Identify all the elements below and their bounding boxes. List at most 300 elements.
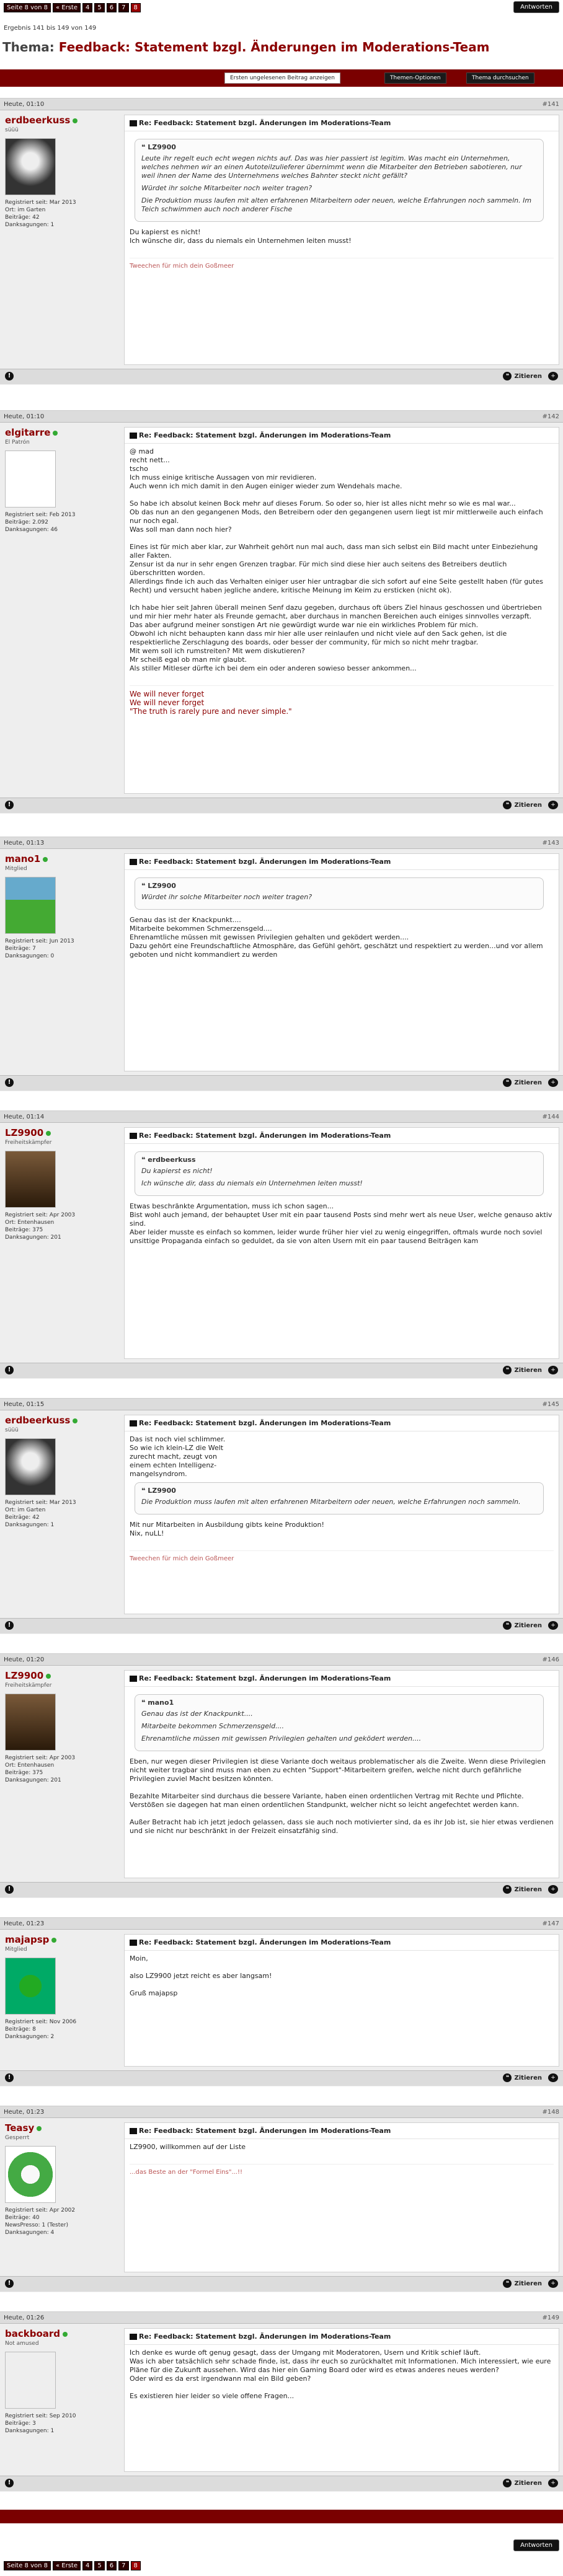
post-text-line: Mit nur Mitarbeiten in Ausbildung gibts keine Produktion! <box>130 1521 324 1529</box>
post-permalink[interactable]: #149 <box>542 2314 559 2321</box>
post <box>0 1110 563 1379</box>
post-text-line: Außer Betracht hab ich jetzt jedoch gelassen, dass sie auch noch motivierter sind, da es ihr Job ist, sie hier etwas verdienen und sie nicht nur beschränkt in der Freizeit einsatzfähig sind. <box>130 1818 554 1835</box>
pagination-top <box>4 2 141 12</box>
quote-block <box>135 1694 544 1751</box>
pagination-bottom <box>4 2561 141 2570</box>
post-footer <box>0 1618 563 1633</box>
avatar[interactable] <box>5 1151 56 1208</box>
quote-line: Würdet ihr solche Mitarbeiter noch weiter tragen? <box>141 184 313 192</box>
signature <box>130 2164 554 2177</box>
signature-line: ...das Beste an der "Formel Eins"...!! <box>130 2169 243 2176</box>
user-stat: Registriert seit: Apr 2002 <box>5 2207 76 2213</box>
quote-button[interactable] <box>503 1078 542 1087</box>
user-stat: Danksagungen: 46 <box>5 527 58 533</box>
post-text-line: Ich habe hier seit Jahren überall meinen Senf dazu gegeben, durchaus oft übers Ziel hinaus geschossen und übertrieben und mir hier mehr hater als Freunde gemacht, aber durchaus in manchen Bereichen auch einiges sinnvolles verzapft. <box>130 604 542 620</box>
quote-author[interactable]: mano1 <box>148 1699 174 1707</box>
pagination-label: Seite 8 von 8 <box>4 2561 51 2570</box>
post-text-line: tscho <box>130 465 148 473</box>
post-text-line: Das ist noch viel schlimmer. <box>130 1435 226 1443</box>
user-stats <box>5 2207 123 2236</box>
post-footer <box>0 369 563 384</box>
user-info <box>5 2122 123 2236</box>
post-title <box>125 1935 559 1951</box>
post-text-line: Du kapierst es nicht! <box>130 228 201 236</box>
username-link[interactable] <box>5 427 123 438</box>
thread-search-button[interactable]: Thema durchsuchen <box>466 73 534 84</box>
post-title-text: Re: Feedback: Statement bzgl. Änderungen im Moderations-Team <box>139 431 391 439</box>
post <box>0 1917 563 2086</box>
post-icon <box>130 433 137 439</box>
quote-block <box>135 877 544 910</box>
multiquote-icon[interactable]: + <box>548 2279 558 2288</box>
quote-header <box>141 882 537 890</box>
pagination-page[interactable]: 5 <box>94 3 104 12</box>
username-link[interactable] <box>5 853 123 864</box>
user-stat: Danksagungen: 0 <box>5 953 55 959</box>
post-date: Heute, 01:15 <box>4 1400 45 1408</box>
user-stat: Beiträge: 8 <box>5 2026 36 2033</box>
quote-line: Genau das ist der Knackpunkt.... <box>141 1710 253 1718</box>
user-stat: Beiträge: 375 <box>5 1227 43 1233</box>
multiquote-icon[interactable]: + <box>548 372 558 380</box>
post-permalink[interactable]: #142 <box>542 413 559 420</box>
post-body <box>125 1951 559 2002</box>
avatar[interactable] <box>5 138 56 195</box>
pagination-page[interactable]: 5 <box>94 2561 104 2570</box>
user-rank: Mitglied <box>5 1946 27 1953</box>
quote-button[interactable] <box>503 1366 542 1374</box>
username: majapsp <box>5 1934 50 1945</box>
user-stats <box>5 1211 123 1241</box>
pagination-page[interactable]: 6 <box>107 3 117 12</box>
pagination-page[interactable]: 6 <box>107 2561 117 2570</box>
report-icon[interactable]: ! <box>5 1621 14 1630</box>
post-body <box>125 1144 559 1249</box>
username: erdbeerkuss <box>5 1415 71 1426</box>
post <box>0 410 563 814</box>
quote-button[interactable] <box>503 2479 542 2487</box>
user-stat: NewsPresso: 1 (Tester) <box>5 2222 68 2228</box>
quote-header <box>141 1156 537 1164</box>
post-header <box>0 837 563 849</box>
post-header <box>0 1399 563 1410</box>
quote-button-label: Zitieren <box>514 2074 542 2081</box>
post-text-line: mangelsyndrom. <box>130 1470 187 1478</box>
post-text-line: So wie ich klein-LZ die Welt <box>130 1444 224 1452</box>
pagination-page[interactable]: 7 <box>118 3 128 12</box>
post-text-line <box>130 595 554 604</box>
post-title <box>125 428 559 444</box>
post-footer <box>0 1363 563 1378</box>
post <box>0 98 563 385</box>
username: backboard <box>5 2328 61 2339</box>
pagination-first[interactable]: « Erste <box>53 2561 81 2570</box>
post-text-line: zurecht macht, zeugt von <box>130 1453 217 1461</box>
user-rank: Mitglied <box>5 866 27 872</box>
post-icon <box>130 1133 137 1139</box>
username-link[interactable] <box>5 1670 123 1681</box>
quote-header <box>141 143 537 152</box>
pagination-page[interactable]: 4 <box>82 2561 92 2570</box>
post-text-line: Ich wünsche dir, dass du niemals ein Unternehmen leiten musst! <box>130 237 352 245</box>
pagination-page-current[interactable]: 8 <box>131 3 141 12</box>
avatar[interactable] <box>5 1694 56 1751</box>
post-permalink[interactable]: #141 <box>542 100 559 108</box>
answer-button-bottom[interactable] <box>513 2539 559 2551</box>
report-icon[interactable]: ! <box>5 1885 14 1894</box>
post-date: Heute, 01:10 <box>4 413 45 420</box>
post-date: Heute, 01:10 <box>4 100 45 108</box>
signature <box>130 258 554 271</box>
username: LZ9900 <box>5 1670 44 1681</box>
post-title <box>125 115 559 131</box>
post-title-text: Re: Feedback: Statement bzgl. Änderungen im Moderations-Team <box>139 1938 391 1946</box>
report-icon[interactable]: ! <box>5 2279 14 2288</box>
post-content <box>124 427 559 794</box>
quote-button-icon: ❝ <box>503 801 512 809</box>
post-body <box>125 1687 559 1839</box>
user-stat: Registriert seit: Apr 2003 <box>5 1755 76 1761</box>
post-footer <box>0 1075 563 1091</box>
user-stat: Ort: im Garten <box>5 207 46 213</box>
quote-line: Ehrenamtliche müssen mit gewissen Privilegien gehalten und geködert werden.... <box>141 1734 422 1743</box>
quote-line: Die Produktion muss laufen mit alten erfahrenen Mitarbeitern oder neuen, welche Erfahrungen noch sammeln. Im Teich schwimmen auch noch anderer Fische <box>141 196 532 213</box>
user-info <box>5 1127 123 1241</box>
answer-label: Antworten <box>520 2542 552 2549</box>
username-link[interactable] <box>5 2122 123 2134</box>
user-rank: Not amused <box>5 2341 39 2347</box>
online-status-icon <box>63 2332 68 2337</box>
post-text-line: Mit wem soll ich rumstreiten? Mit wem diskutieren? <box>130 647 305 655</box>
user-stat: Registriert seit: Feb 2013 <box>5 512 76 518</box>
pagination-page[interactable]: 4 <box>82 3 92 12</box>
quote-author[interactable]: LZ9900 <box>148 1487 176 1495</box>
user-stat: Danksagungen: 1 <box>5 222 55 228</box>
post-icon <box>130 2128 137 2134</box>
report-icon[interactable]: ! <box>5 1366 14 1374</box>
post-content <box>124 2328 559 2472</box>
user-rank: Freiheitskämpfer <box>5 1140 52 1146</box>
post-text-line: Eines ist für mich aber klar, zur Wahrheit gehört nun mal auch, dass man sich selbst ein Bild macht unter Einbeziehung aller Fakten. <box>130 543 538 560</box>
post-text-line: Es existieren hier leider so viele offene Fragen... <box>130 2392 295 2400</box>
post-text-line: Was ich aber tatsächlich sehr schade finde, ist, dass ihr euch so zurückhaltet mit Informationen. Mich interessiert, wie eure Pläne für die Zukunft aussehen. Wird das hier ein Gaming Board oder wird es etwas anderes neues werden? <box>130 2357 551 2374</box>
post-header <box>0 411 563 423</box>
quote-button-label: Zitieren <box>514 2280 542 2287</box>
user-stats <box>5 199 123 229</box>
username: LZ9900 <box>5 1127 44 1138</box>
post-text-line: @ mad <box>130 447 154 455</box>
answer-label: Antworten <box>520 4 552 11</box>
post-date: Heute, 01:26 <box>4 2314 45 2321</box>
username: Teasy <box>5 2122 35 2134</box>
user-info <box>5 2328 123 2435</box>
pagination-label: Seite 8 von 8 <box>4 3 51 12</box>
post <box>0 837 563 1091</box>
post-footer <box>0 2070 563 2086</box>
avatar[interactable] <box>5 1958 56 2015</box>
multiquote-icon[interactable]: + <box>548 2479 558 2487</box>
avatar[interactable] <box>5 2146 56 2203</box>
quote-block <box>135 139 544 222</box>
signature <box>130 1550 554 1563</box>
post-text-line: Das aber aufgrund meiner sonstigen Art nie gewürdigt wurde war nie ein wirkliches Problem für mich. <box>130 621 479 629</box>
signature-line: We will never forget <box>130 698 205 707</box>
quote-line: Die Produktion muss laufen mit alten erfahrenen Mitarbeitern oder neuen, welche Erfahrungen noch sammeln. <box>141 1498 521 1506</box>
multiquote-icon[interactable]: + <box>548 1078 558 1087</box>
report-icon[interactable]: ! <box>5 1078 14 1087</box>
online-status-icon <box>46 1674 51 1679</box>
post-title-text: Re: Feedback: Statement bzgl. Änderungen im Moderations-Team <box>139 1132 391 1140</box>
post-text-line: Zensur ist da nur in sehr engen Grenzen tragbar. Für mich sind diese hier auch seitens des Betreibers deutlich überschritten worden. <box>130 560 507 577</box>
post-text-line: also LZ9900 jetzt reicht es aber langsam! <box>130 1972 272 1980</box>
user-stats <box>5 511 123 534</box>
username-link[interactable] <box>5 115 123 126</box>
multiquote-icon[interactable]: + <box>548 1621 558 1630</box>
quote-button[interactable] <box>503 801 542 809</box>
user-stat: Beiträge: 2.092 <box>5 519 48 525</box>
quote-icon: ❝ <box>141 1699 148 1707</box>
quote-line: Mitarbeite bekommen Schmerzensgeld.... <box>141 1722 285 1730</box>
post <box>0 1653 563 1898</box>
results-text: Ergebnis 141 bis 149 von 149 <box>4 25 97 32</box>
signature <box>130 685 554 716</box>
post-header <box>0 2106 563 2118</box>
quote-author[interactable]: erdbeerkuss <box>148 1156 196 1164</box>
online-status-icon <box>46 1131 51 1136</box>
thread-prefix: Thema: <box>2 40 55 55</box>
online-status-icon <box>73 1418 78 1423</box>
post-title <box>125 1415 559 1431</box>
post-text-line: Allerdings finde ich auch das Verhalten einiger user hier untragbar die sich sofort auf eine Seite gestellt haben (für gutes Recht) und versucht haben jegliche andere, kritische Meinung im Keim zu ersticken (nicht ok). <box>130 578 543 594</box>
post-body <box>125 870 559 963</box>
first-unread-button[interactable]: Ersten ungelesenen Beitrag anzeigen <box>224 73 340 84</box>
quote-line: Leute ihr regelt euch echt wegen nichts auf. Das was hier passiert ist legitim. Was macht ein Unternehmen, welches nehmen wir an einen Autoteilzulieferer übernimmt wenn die Mitarbeiter den Betrieben sabotieren, nur weil ihnen der Name des Unternehmens welches Bahnter steckt nicht gefällt? <box>141 154 522 180</box>
post-header <box>0 1918 563 1930</box>
answer-button-top[interactable] <box>513 1 559 13</box>
username: mano1 <box>5 853 41 864</box>
post-body <box>125 2345 559 2404</box>
post-header <box>0 1111 563 1123</box>
post-permalink[interactable]: #144 <box>542 1113 559 1120</box>
post-permalink[interactable]: #148 <box>542 2108 559 2116</box>
online-status-icon <box>43 857 48 862</box>
user-stat: Ort: Entenhausen <box>5 1220 55 1226</box>
quote-button-label: Zitieren <box>514 1366 542 1374</box>
post-text-line: Als stiller Mitleser dürfte ich bei dem ein oder anderen sowieso besser ankommen... <box>130 664 417 672</box>
post-text-line: Ich denke es wurde oft genug gesagt, dass der Umgang mit Moderatoren, Usern und Kritik schief läuft. <box>130 2349 481 2357</box>
signature-line: "The truth is rarely pure and never simple." <box>130 707 292 716</box>
post-header <box>0 99 563 110</box>
post-footer <box>0 798 563 813</box>
post-header <box>0 2312 563 2324</box>
report-icon[interactable]: ! <box>5 372 14 380</box>
report-icon[interactable]: ! <box>5 2479 14 2487</box>
quote-button[interactable] <box>503 2279 542 2288</box>
user-rank: Freiheitskämpfer <box>5 1682 52 1689</box>
online-status-icon <box>73 118 78 123</box>
post-text-line: Etwas beschränkte Argumentation, muss ich schon sagen... <box>130 1202 334 1210</box>
user-stat: Danksagungen: 201 <box>5 1234 61 1241</box>
avatar[interactable] <box>5 877 56 934</box>
post-icon <box>130 1676 137 1682</box>
quote-author[interactable]: LZ9900 <box>148 882 176 890</box>
post-icon <box>130 859 137 865</box>
user-info <box>5 427 123 534</box>
quote-button-icon: ❝ <box>503 1078 512 1087</box>
post-text-line <box>130 534 554 543</box>
post-date: Heute, 01:23 <box>4 1920 45 1927</box>
post-permalink[interactable]: #145 <box>542 1400 559 1408</box>
pagination-first[interactable]: « Erste <box>53 3 81 12</box>
username-link[interactable] <box>5 1934 123 1945</box>
post-text-line: Gruß majapsp <box>130 1989 178 1997</box>
online-status-icon <box>37 2126 42 2131</box>
user-stat: Registriert seit: Sep 2010 <box>5 2413 76 2419</box>
post-title-text: Re: Feedback: Statement bzgl. Änderungen im Moderations-Team <box>139 858 391 866</box>
username: elgitarre <box>5 427 51 438</box>
user-stat: Beiträge: 40 <box>5 2215 40 2221</box>
online-status-icon <box>51 1938 56 1943</box>
signature-line: Tweechen für mich dein Goßmeer <box>130 263 234 270</box>
quote-block <box>135 1151 544 1196</box>
quote-icon: ❝ <box>141 143 148 151</box>
quote-button[interactable] <box>503 1621 542 1630</box>
post-title <box>125 2123 559 2139</box>
avatar[interactable] <box>5 451 56 508</box>
post-text-line <box>130 1963 554 1972</box>
post-body <box>125 2139 559 2181</box>
user-stat: Beiträge: 7 <box>5 946 36 952</box>
user-info <box>5 853 123 960</box>
quote-button-label: Zitieren <box>514 372 542 380</box>
multiquote-icon[interactable]: + <box>548 2073 558 2082</box>
post-text-line: LZ9900, willkommen auf der Liste <box>130 2143 246 2151</box>
post-text-line: Ehrenamtliche müssen mit gewissen Privilegien gehalten und geködert werden.... <box>130 933 409 941</box>
quote-button-label: Zitieren <box>514 1622 542 1629</box>
post-text-line: Mitarbeite bekommen Schmerzensgeld.... <box>130 925 272 933</box>
post-text-line <box>130 2383 554 2392</box>
user-stat: Registriert seit: Mar 2013 <box>5 1500 76 1506</box>
report-icon[interactable]: ! <box>5 801 14 809</box>
online-status-icon <box>53 431 58 436</box>
quote-line: Würdet ihr solche Mitarbeiter noch weiter tragen? <box>141 893 313 901</box>
post-icon <box>130 1420 137 1426</box>
post-title-text: Re: Feedback: Statement bzgl. Änderungen im Moderations-Team <box>139 2332 391 2341</box>
post-text-line: Nix, nuLL! <box>130 1529 164 1537</box>
pagination-page-current[interactable]: 8 <box>131 2561 141 2570</box>
post-content <box>124 853 559 1071</box>
user-stat: Registriert seit: Mar 2013 <box>5 200 76 206</box>
post-date: Heute, 01:14 <box>4 1113 45 1120</box>
post-text-line: So habe ich absolut keinen Bock mehr auf dieses Forum. So oder so, hier ist alles nicht mehr so wie es mal war... <box>130 499 516 508</box>
user-stat: Danksagungen: 4 <box>5 2230 55 2236</box>
user-stat: Ort: Entenhausen <box>5 1762 55 1769</box>
multiquote-icon[interactable]: + <box>548 1366 558 1374</box>
avatar[interactable] <box>5 1438 56 1495</box>
signature-line: Tweechen für mich dein Goßmeer <box>130 1555 234 1562</box>
quote-header <box>141 1487 537 1495</box>
user-rank: süüü <box>5 1427 19 1433</box>
quote-button-icon: ❝ <box>503 1366 512 1374</box>
quote-button[interactable] <box>503 2073 542 2082</box>
multiquote-icon[interactable]: + <box>548 1885 558 1894</box>
user-stat: Danksagungen: 201 <box>5 1777 61 1783</box>
username-link[interactable] <box>5 1415 123 1426</box>
quote-button-icon: ❝ <box>503 1885 512 1894</box>
post-text-line: Moin, <box>130 1954 148 1963</box>
post-permalink[interactable]: #146 <box>542 1656 559 1663</box>
post-text-line <box>130 1980 554 1989</box>
multiquote-icon[interactable]: + <box>548 801 558 809</box>
user-stat: Danksagungen: 1 <box>5 1522 55 1528</box>
quote-button-icon: ❝ <box>503 2073 512 2082</box>
report-icon[interactable]: ! <box>5 2073 14 2082</box>
post-text-line: einem echten Intelligenz- <box>130 1461 217 1469</box>
quote-button[interactable] <box>503 372 542 380</box>
post-text-line: Bezahlte Mitarbeiter sind durchaus die bessere Variante, haben einen ordentlichen Vertrag mit Rechte und Pflichte. Verstößen sie dagegen hat man einen ordentlichen Standpunkt, welcher nicht so leicht angefechtet werden kann. <box>130 1792 524 1809</box>
thread-toolbar <box>0 69 563 87</box>
post-text-line: Was soll man dann noch hier? <box>130 525 232 534</box>
post-body <box>125 444 559 719</box>
user-stat: Beiträge: 3 <box>5 2420 36 2427</box>
post-permalink[interactable]: #143 <box>542 839 559 846</box>
post-text-line: Auch wenn ich mich damit in den Augen einiger wieder zum Wendehals mache. <box>130 482 402 490</box>
quote-author[interactable]: LZ9900 <box>148 143 176 151</box>
post-text-line: recht nett... <box>130 456 170 464</box>
thread-title <box>2 40 490 55</box>
user-stat: Registriert seit: Nov 2006 <box>5 2019 77 2025</box>
post-title <box>125 2329 559 2345</box>
post-content <box>124 115 559 365</box>
post-title-text: Re: Feedback: Statement bzgl. Änderungen im Moderations-Team <box>139 119 391 127</box>
quote-button[interactable] <box>503 1885 542 1894</box>
post-title-text: Re: Feedback: Statement bzgl. Änderungen im Moderations-Team <box>139 2127 391 2135</box>
user-stats <box>5 1754 123 1784</box>
user-stat: Danksagungen: 2 <box>5 2034 55 2040</box>
post-content <box>124 1934 559 2067</box>
username-link[interactable] <box>5 1127 123 1138</box>
post-permalink[interactable]: #147 <box>542 1920 559 1927</box>
quote-line: Ich wünsche dir, dass du niemals ein Unternehmen leiten musst! <box>141 1179 363 1187</box>
post-text-line: Dazu gehört eine Freundschaftliche Atmosphäre, das Gefühl gehört, geschätzt und respektiert zu werden...und vor allem geboten und nicht kommandiert zu werden <box>130 942 543 959</box>
post-content <box>124 2122 559 2272</box>
post-title-text: Re: Feedback: Statement bzgl. Änderungen im Moderations-Team <box>139 1674 391 1682</box>
post-header <box>0 1654 563 1666</box>
post-content <box>124 1127 559 1359</box>
post <box>0 2106 563 2292</box>
thread-options-button[interactable]: Themen-Optionen <box>384 73 446 84</box>
quote-button-icon: ❝ <box>503 2479 512 2487</box>
username: erdbeerkuss <box>5 115 71 126</box>
user-info <box>5 1415 123 1529</box>
username-link[interactable] <box>5 2328 123 2339</box>
bottom-toolbar <box>0 2510 563 2523</box>
user-info <box>5 115 123 229</box>
pagination-page[interactable]: 7 <box>118 2561 128 2570</box>
user-stats <box>5 2412 123 2435</box>
signature-line: We will never forget <box>130 690 205 698</box>
quote-button-label: Zitieren <box>514 1886 542 1893</box>
post-text-line <box>130 1809 554 1818</box>
user-stat: Ort: im Garten <box>5 1507 46 1513</box>
post-text-line: Eben, nur wegen dieser Privilegien ist diese Variante doch weitaus problematischer als die Zweite. Wenn diese Privilegien nicht weiter tragbar sind muss man eben zu echten "Support"-Mitarbeitern greifen, welche nicht durch gefährliche Privilegien zuviel Macht besitzen könnten. <box>130 1757 546 1783</box>
user-stat: Registriert seit: Apr 2003 <box>5 1212 76 1218</box>
post-title <box>125 854 559 870</box>
post-footer <box>0 1882 563 1897</box>
post-title <box>125 1671 559 1687</box>
avatar[interactable] <box>5 2352 56 2409</box>
user-info <box>5 1934 123 2041</box>
